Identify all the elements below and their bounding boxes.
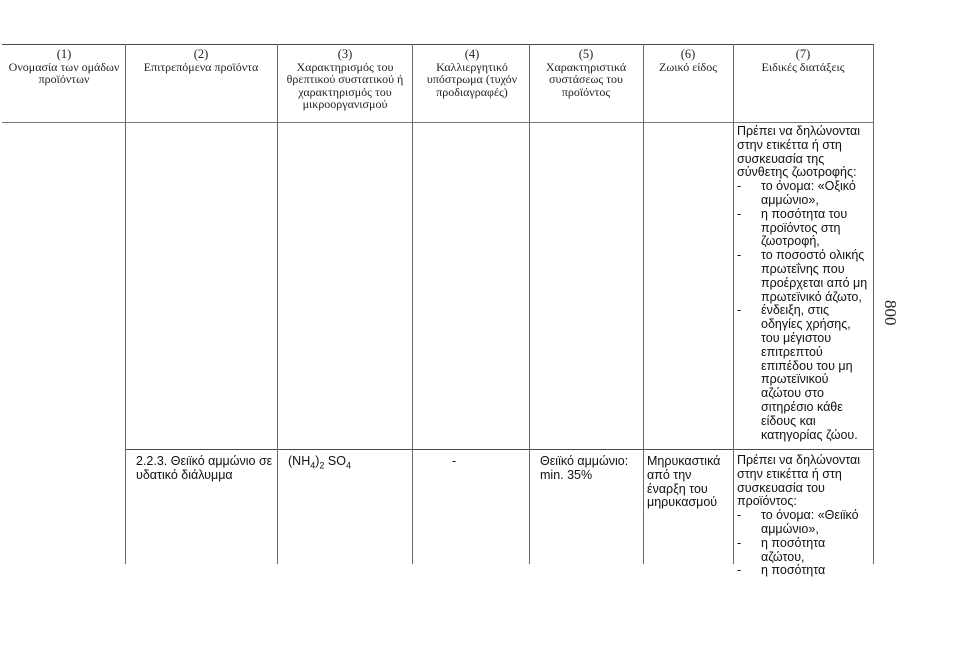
header-text: Ζωικό είδος bbox=[659, 59, 717, 74]
header-col-1 bbox=[6, 48, 122, 86]
text-line: αμμώνιο», bbox=[761, 192, 819, 207]
header-text: Ειδικές διατάξεις bbox=[761, 59, 845, 74]
section-divider-rule bbox=[125, 449, 874, 450]
header-col-6 bbox=[646, 48, 730, 73]
header-col-3 bbox=[280, 48, 410, 111]
header-number: (2) bbox=[193, 47, 209, 61]
text-line: πρωτεϊνικού bbox=[761, 372, 829, 387]
section1-special-provisions bbox=[737, 125, 877, 442]
page-number: 800 bbox=[881, 300, 900, 326]
header-number: (4) bbox=[464, 47, 480, 61]
list-item: - η ποσότητα του bbox=[737, 206, 848, 221]
text-line: σύνθετης ζωοτροφής: bbox=[737, 165, 857, 180]
list-item: - ένδειξη, στις bbox=[737, 303, 830, 318]
column-divider bbox=[125, 44, 126, 564]
header-text: Επιτρεπόμενα προϊόντα bbox=[143, 59, 259, 74]
row-223-animal-species: Μηρυκαστικά από την έναρξη του μηρυκασμού bbox=[647, 454, 721, 510]
column-divider bbox=[277, 44, 278, 564]
header-number: (3) bbox=[337, 47, 353, 61]
text-line: κατηγορίας ζώου. bbox=[761, 427, 858, 442]
text-line: ζωοτροφή, bbox=[761, 234, 820, 249]
row-223-composition: Θειϊκό αμμώνιο: min. 35% bbox=[540, 454, 629, 482]
text-line: προϊόντος στη bbox=[761, 220, 841, 235]
text-line: Πρέπει να δηλώνονται bbox=[737, 124, 861, 138]
column-divider bbox=[529, 44, 530, 564]
text-line: επιπέδου του μη bbox=[761, 358, 853, 373]
text-line: Πρέπει να δηλώνονται bbox=[737, 453, 861, 467]
text-line: επιτρεπτού bbox=[761, 344, 823, 359]
text-line: του μέγιστου bbox=[761, 330, 832, 345]
header-bottom-rule bbox=[2, 122, 874, 123]
header-text: Χαρακτηρισμός του θρεπτικού συστατικού ή χαρακτηρισμός του μικροοργανισμού bbox=[286, 59, 404, 111]
text-line: πρωτεΐνης που bbox=[761, 261, 845, 276]
column-divider bbox=[412, 44, 413, 564]
row-223-product-name: 2.2.3. Θειϊκό αμμώνιο σε υδατικό διάλυμμα bbox=[136, 454, 273, 482]
header-col-2 bbox=[130, 48, 272, 73]
text-line: προέρχεται από μη bbox=[761, 275, 868, 290]
text-line: αμμώνιο», bbox=[761, 521, 819, 536]
text-line: προϊόντος: bbox=[737, 494, 797, 509]
text-line: οδηγίες χρήσης, bbox=[761, 317, 851, 332]
row-223-special-provisions bbox=[737, 454, 877, 578]
column-divider bbox=[733, 44, 734, 564]
text-line: αζώτου, bbox=[761, 549, 805, 564]
text-line: στην ετικέττα ή στη bbox=[737, 466, 842, 481]
row-223-formula: $(NH_4)_2$ $SO_4$ bbox=[288, 454, 351, 471]
text-line: συσκευασία της bbox=[737, 151, 825, 166]
list-item: - το όνομα: «Θειϊκό bbox=[737, 508, 859, 523]
header-col-4 bbox=[418, 48, 526, 98]
text-line: είδους και bbox=[761, 413, 816, 428]
header-text: Καλλιεργητικό υπόστρωμα (τυχόν προδιαγραφές) bbox=[426, 59, 518, 99]
list-item: - το όνομα: «Οξικό bbox=[737, 179, 856, 194]
list-item: - το ποσοστό ολικής bbox=[737, 248, 865, 263]
header-text: Ονομασία των ομάδων προϊόντων bbox=[8, 59, 120, 86]
header-col-7 bbox=[736, 48, 870, 73]
text-line: συσκευασία του bbox=[737, 480, 825, 495]
header-number: (5) bbox=[578, 47, 594, 61]
header-number: (6) bbox=[680, 47, 696, 61]
column-divider bbox=[643, 44, 644, 564]
list-item: - η ποσότητα bbox=[737, 535, 826, 550]
text-line: στην ετικέττα ή στη bbox=[737, 137, 842, 152]
text-line: πρωτεϊνικό άζωτο, bbox=[761, 289, 862, 304]
row-223-culture-medium: - bbox=[452, 454, 457, 468]
header-text: Χαρακτηριστικά συστάσεως του προϊόντος bbox=[545, 59, 627, 99]
table-top-rule bbox=[2, 44, 874, 45]
header-col-5 bbox=[532, 48, 640, 98]
text-line: σιτηρέσιο κάθε bbox=[761, 399, 843, 414]
text-line: αζώτου στο bbox=[761, 386, 824, 401]
header-number: (1) bbox=[56, 47, 72, 61]
list-item: - η ποσότητα bbox=[737, 563, 826, 578]
header-number: (7) bbox=[795, 47, 811, 61]
